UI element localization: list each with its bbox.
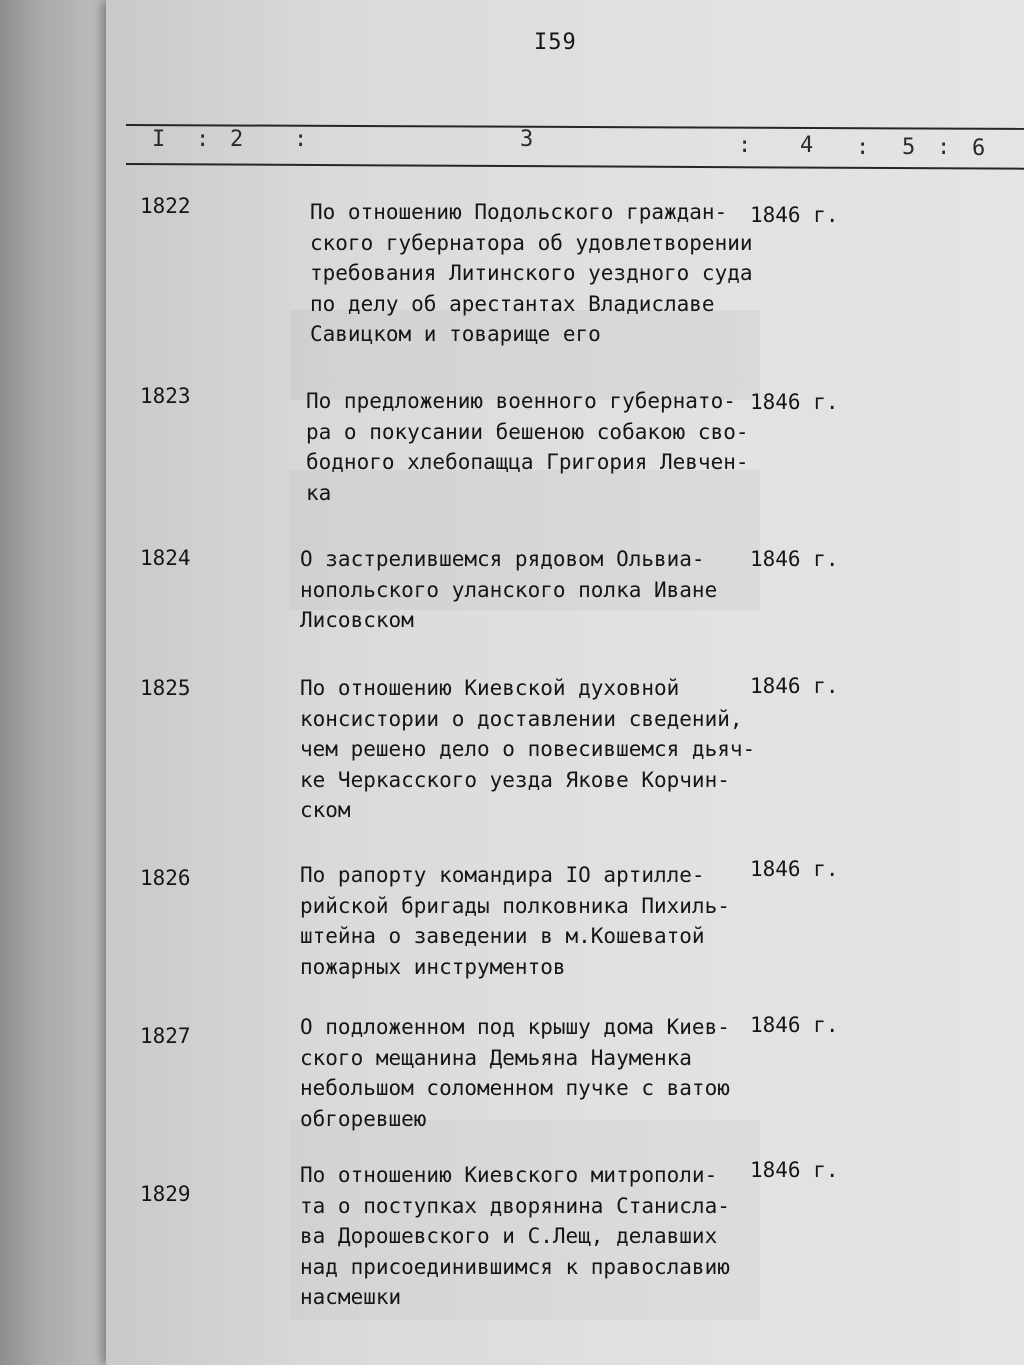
column-header-1: I <box>152 127 166 152</box>
column-header-2: 2 <box>230 127 244 152</box>
entry-number: 1827 <box>140 1024 191 1048</box>
entry-description: По отношению Киевской духовной консистории о доставлении сведений, чем решено дело о повесившемся дьяч- ке Черкасского уезда Якове Корчин- ском <box>300 676 756 822</box>
column-header-3: 3 <box>520 127 534 152</box>
entry-number: 1825 <box>140 676 191 700</box>
entry-year: 1846 г. <box>750 390 839 414</box>
entry-number: 1829 <box>140 1182 191 1206</box>
column-separator: : <box>856 135 870 160</box>
column-header-4: 4 <box>800 133 814 158</box>
column-separator: : <box>294 127 308 152</box>
entry-number: 1826 <box>140 866 191 890</box>
column-separator: : <box>937 135 951 160</box>
column-header-6: 6 <box>972 136 986 161</box>
entry-year: 1846 г. <box>750 674 839 698</box>
entry-number: 1824 <box>140 546 191 570</box>
entry-number: 1822 <box>140 194 191 218</box>
entry-description: О подложенном под крышу дома Киев- ского мещанина Демьяна Науменка небольшом соломенном пучке с ватою обгоревшею <box>300 1015 730 1131</box>
entry-year: 1846 г. <box>750 1013 839 1037</box>
entry-year: 1846 г. <box>750 203 839 227</box>
entry-description: По отношению Подольского граждан- ского губернатора об удовлетворении требования Литинского уездного суда по делу об арестантах Владиславе Савицком и товарище его <box>310 200 753 346</box>
column-header-5: 5 <box>902 135 916 160</box>
entry-number: 1823 <box>140 384 191 408</box>
page-number: I59 <box>534 30 577 55</box>
entry-description: По рапорту командира IO артилле- рийской бригады полковника Пихиль- штейна о заведении в м.Кошеватой пожарных инструментов <box>300 863 730 979</box>
entry-description: По отношению Киевского митрополи- та о поступках дворянина Станисла- ва Дорошевского и С.Лещ, делавших над присоединившимся к православию насмешки <box>300 1163 730 1309</box>
entry-description: По предложению военного губернато- ра о покусании бешеною собакою сво- бодного хлебопащца Григория Левчен- ка <box>306 389 749 505</box>
adjacent-page-edge <box>0 0 118 1365</box>
entry-year: 1846 г. <box>750 547 839 571</box>
entry-year: 1846 г. <box>750 1158 839 1182</box>
column-separator: : <box>196 127 210 152</box>
entry-description: О застрелившемся рядовом Ольвиа- нопольского уланского полка Иване Лисовском <box>300 547 718 632</box>
entry-year: 1846 г. <box>750 857 839 881</box>
column-separator: : <box>738 133 752 158</box>
